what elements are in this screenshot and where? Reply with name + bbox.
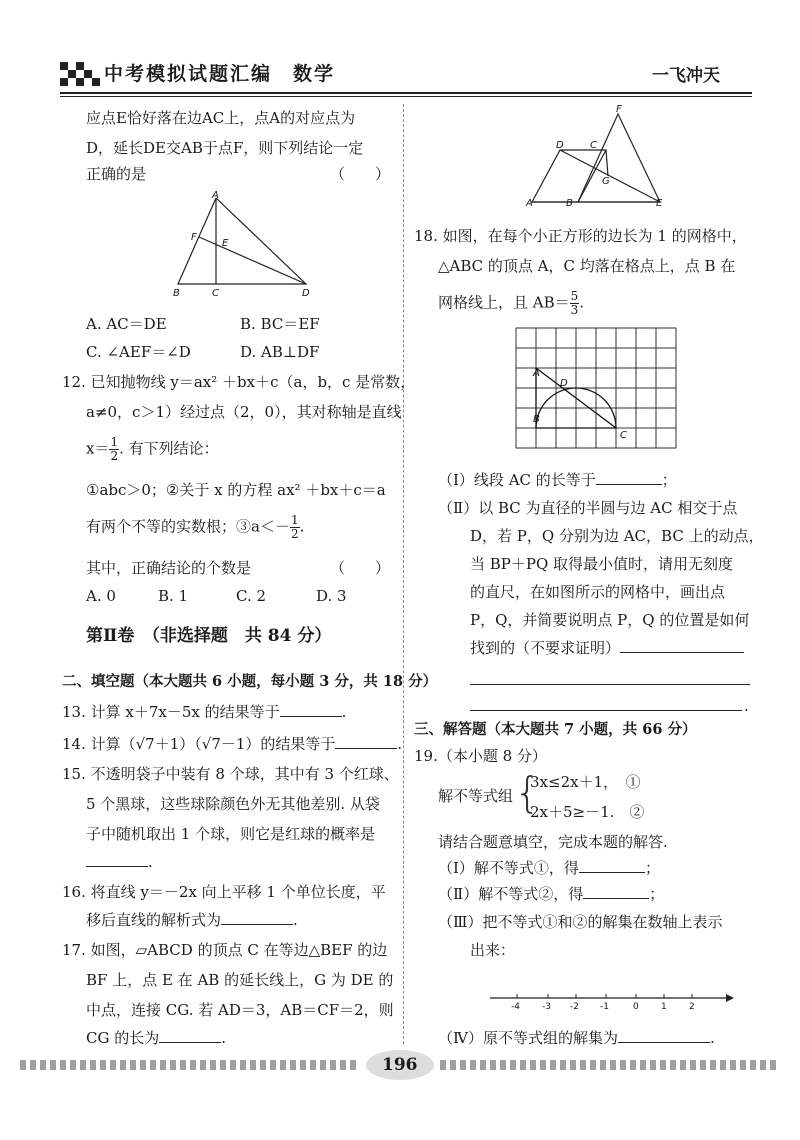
q19-step1-answer-blank[interactable] bbox=[579, 858, 645, 873]
q18-part2-line3: 当 BP＋PQ 取得最小值时，请用无刻度 bbox=[470, 555, 734, 573]
q16-line1: 16. 将直线 y＝－2x 向上平移 1 个单位长度，平 bbox=[62, 883, 386, 901]
q19-number-line bbox=[486, 988, 736, 1016]
q18-frac-num: 5 bbox=[570, 289, 579, 303]
q12-frac-num: 1 bbox=[110, 435, 119, 449]
header-rule bbox=[60, 92, 752, 94]
q19-tick-neg1: -1 bbox=[600, 1002, 609, 1012]
q18-part2-answer-blank-2[interactable] bbox=[470, 684, 750, 685]
q19-ineq1: 3x≤2x＋1， ① bbox=[530, 773, 641, 791]
q19-step4: （Ⅳ）原不等式组的解集为 . bbox=[438, 1029, 715, 1047]
part2-title: 第Ⅱ卷 （非选择题 共 84 分） bbox=[86, 626, 332, 646]
q19-tick-1: 1 bbox=[661, 1002, 667, 1012]
q11-line1: 应点E恰好落在边AC上，点A的对应点为 bbox=[86, 109, 356, 127]
q17-line3: 中点，连接 CG. 若 AD＝3，AB＝CF＝2，则 bbox=[86, 1001, 394, 1019]
q11-label-c: C bbox=[212, 288, 219, 299]
q12-fraction-half bbox=[109, 436, 119, 463]
q18-label-b: B bbox=[533, 414, 540, 425]
q17-label-f: F bbox=[616, 104, 622, 115]
q12-option-d: D. 3 bbox=[316, 587, 347, 605]
q18-part1-answer-blank[interactable] bbox=[596, 470, 662, 485]
q19-tick-0: 0 bbox=[633, 1002, 639, 1012]
column-divider bbox=[403, 104, 404, 1044]
q13: 13. 计算 x＋7x－5x 的结果等于 . bbox=[62, 703, 347, 721]
q11-label-f: F bbox=[191, 232, 197, 243]
q19-step4-answer-blank[interactable] bbox=[618, 1028, 710, 1043]
q12-line3 bbox=[86, 436, 219, 463]
q18-part2-line2: D，若 P，Q 分别为边 AC，BC 上的动点， bbox=[470, 527, 764, 545]
q12-answer-paren: （ ） bbox=[330, 559, 391, 577]
footer-page-number: 196 bbox=[382, 1055, 418, 1075]
q18-part2-line4: 的直尺，在如图所示的网格中，画出点 bbox=[470, 583, 726, 601]
q11-line2: D，延长DE交AB于点F，则下列结论一定 bbox=[86, 139, 364, 157]
q15-line3: 子中随机取出 1 个球，则它是红球的概率是 bbox=[86, 825, 376, 843]
footer-border-right bbox=[440, 1060, 780, 1070]
q19-ineq2: 2x＋5≥－1. ② bbox=[530, 803, 645, 821]
q18-part2-answer-blank-1[interactable] bbox=[620, 638, 744, 653]
q19-system-label: 解不等式组 bbox=[438, 787, 514, 805]
q18-part1-text: （Ⅰ）线段 AC 的长等于 bbox=[438, 471, 596, 489]
q11-option-b: B. BC＝EF bbox=[240, 315, 320, 333]
q11-label-a: A bbox=[212, 190, 219, 201]
q12-line6: 其中，正确结论的个数是 bbox=[86, 559, 252, 577]
q16-answer-blank[interactable] bbox=[221, 910, 293, 925]
q18-line3-pre: 网格线上，且 AB＝ bbox=[438, 293, 570, 312]
q19-step2-answer-blank[interactable] bbox=[583, 884, 649, 899]
q12-line3-post: . 有下列结论： bbox=[119, 439, 219, 458]
q12-option-c: C. 2 bbox=[236, 587, 267, 605]
q18-line2: △ABC 的顶点 A，C 均落在格点上，点 B 在 bbox=[438, 257, 736, 275]
q19-brace: { bbox=[514, 768, 541, 817]
q18-part2-answer-blank-3[interactable] bbox=[470, 710, 742, 711]
q19-tick-neg3: -3 bbox=[542, 1002, 551, 1012]
q19-instruction: 请结合题意填空，完成本题的解答. bbox=[438, 833, 668, 851]
q15-answer-blank[interactable] bbox=[86, 852, 148, 867]
q19-tick-neg4: -4 bbox=[511, 1002, 520, 1012]
q18-part2-line5: P，Q，并简要说明点 P，Q 的位置是如何 bbox=[470, 611, 750, 629]
q17-line4: CG 的长为 . bbox=[86, 1029, 227, 1047]
q11-label-e: E bbox=[222, 238, 229, 249]
q18-part1: （Ⅰ）线段 AC 的长等于 ； bbox=[438, 471, 677, 489]
q11-option-d: D. AB⊥DF bbox=[240, 343, 320, 361]
q17-label-a: A bbox=[526, 198, 533, 209]
q17-label-d: D bbox=[556, 140, 564, 151]
q11-line3: 正确的是 bbox=[86, 165, 147, 183]
q11-option-c: C. ∠AEF＝∠D bbox=[86, 343, 191, 361]
q18-part2-line6-text: 找到的（不要求证明） bbox=[470, 639, 621, 657]
q12-fraction-neg-half bbox=[290, 514, 300, 541]
q17-line1: 17. 如图，▱ABCD 的顶点 C 在等边△BEF 的边 bbox=[62, 941, 388, 959]
q15-line2: 5 个黑球，这些球除颜色外无其他差别. 从袋 bbox=[86, 795, 380, 813]
q18-part2-line6 bbox=[470, 638, 744, 658]
q11-label-d: D bbox=[302, 288, 310, 299]
q17-label-c: C bbox=[590, 140, 597, 151]
q17-label-b: B bbox=[566, 198, 573, 209]
q16-line2-text: 移后直线的解析式为 bbox=[86, 911, 222, 929]
q12-frac2-den: 2 bbox=[290, 527, 299, 541]
answer-section-title: 三、解答题（本大题共 7 小题，共 66 分） bbox=[414, 721, 697, 738]
q15-line1: 15. 不透明袋子中装有 8 个球，其中有 3 个红球、 bbox=[62, 765, 399, 783]
q11-answer-paren: （ ） bbox=[330, 165, 391, 183]
q11-label-b: B bbox=[173, 288, 180, 299]
q18-grid-figure bbox=[514, 326, 684, 456]
q19-tick-neg2: -2 bbox=[570, 1002, 579, 1012]
q13-answer-blank[interactable] bbox=[280, 702, 342, 717]
q12-frac-den: 2 bbox=[110, 449, 119, 463]
q14: 14. 计算（√7＋1）（√7－1）的结果等于 . bbox=[62, 735, 403, 753]
q11-option-a: A. AC＝DE bbox=[86, 315, 167, 333]
q18-fraction bbox=[570, 290, 580, 317]
q14-text: 14. 计算（√7＋1）（√7－1）的结果等于 bbox=[62, 735, 336, 753]
q13-text: 13. 计算 x＋7x－5x 的结果等于 bbox=[62, 703, 280, 721]
header-title: 中考模拟试题汇编 数学 bbox=[104, 63, 336, 85]
header bbox=[0, 0, 800, 110]
q12-option-b: B. 1 bbox=[158, 587, 189, 605]
q14-answer-blank[interactable] bbox=[335, 734, 397, 749]
q19-step2: （Ⅱ）解不等式②，得 ； bbox=[438, 885, 665, 903]
fill-section-title: 二、填空题（本大题共 6 小题，每小题 3 分，共 18 分） bbox=[62, 673, 438, 690]
header-checker-logo bbox=[60, 62, 100, 92]
q12-line3-pre: x＝ bbox=[86, 439, 110, 458]
q17-label-e: E bbox=[656, 198, 663, 209]
q17-answer-blank[interactable] bbox=[159, 1028, 221, 1043]
q15-line4: . bbox=[86, 852, 153, 872]
q12-frac2-num: 1 bbox=[290, 513, 299, 527]
q12-line2: a≠0，c＞1）经过点（2，0），其对称轴是直线 bbox=[86, 403, 402, 421]
q19-step2-text: （Ⅱ）解不等式②，得 bbox=[438, 885, 584, 903]
q12-line1: 12. 已知抛物线 y＝ax² ＋bx＋c（a，b，c 是常数， bbox=[62, 373, 416, 391]
q19-step1: （Ⅰ）解不等式①，得 ； bbox=[438, 859, 660, 877]
q18-line1: 18. 如图，在每个小正方形的边长为 1 的网格中， bbox=[414, 227, 747, 245]
q17-line4-text: CG 的长为 bbox=[86, 1029, 160, 1047]
q12-line5-post: . bbox=[299, 517, 305, 536]
q18-frac-den: 3 bbox=[570, 303, 579, 317]
q12-line5-pre: 有两个不等的实数根；③a＜－ bbox=[86, 517, 290, 536]
q18-line3-post: . bbox=[579, 293, 585, 312]
q19-tick-2: 2 bbox=[689, 1002, 695, 1012]
q19-step4-text: （Ⅳ）原不等式组的解集为 bbox=[438, 1029, 618, 1047]
q17-figure bbox=[520, 104, 670, 210]
q16-line2: 移后直线的解析式为 . bbox=[86, 911, 298, 929]
q19-step3-line1: （Ⅲ）把不等式①和②的解集在数轴上表示 bbox=[438, 913, 723, 931]
q18-label-d: D bbox=[560, 378, 568, 389]
q12-option-a: A. 0 bbox=[86, 587, 116, 605]
q18-part2-line1: （Ⅱ）以 BC 为直径的半圆与边 AC 相交于点 bbox=[438, 499, 738, 517]
q19-step1-text: （Ⅰ）解不等式①，得 bbox=[438, 859, 579, 877]
q18-label-c: C bbox=[620, 430, 627, 441]
q18-label-a: A bbox=[533, 368, 540, 379]
q17-label-g: G bbox=[602, 176, 610, 187]
q12-line4: ①abc＞0；②关于 x 的方程 ax² ＋bx＋c＝a bbox=[86, 481, 386, 499]
q19-head: 19.（本小题 8 分） bbox=[414, 747, 547, 765]
q19-step3-line2: 出来： bbox=[470, 941, 516, 959]
footer-border-left bbox=[20, 1060, 360, 1070]
q17-line2: BF 上，点 E 在 AB 的延长线上，G 为 DE 的 bbox=[86, 971, 394, 989]
q11-figure bbox=[168, 192, 318, 304]
header-rule-thin bbox=[60, 96, 752, 97]
q12-line5 bbox=[86, 514, 304, 541]
header-brand: 一飞冲天 bbox=[652, 66, 720, 86]
q18-line3 bbox=[438, 290, 584, 317]
q18-part2-end-dot: . bbox=[744, 697, 749, 715]
